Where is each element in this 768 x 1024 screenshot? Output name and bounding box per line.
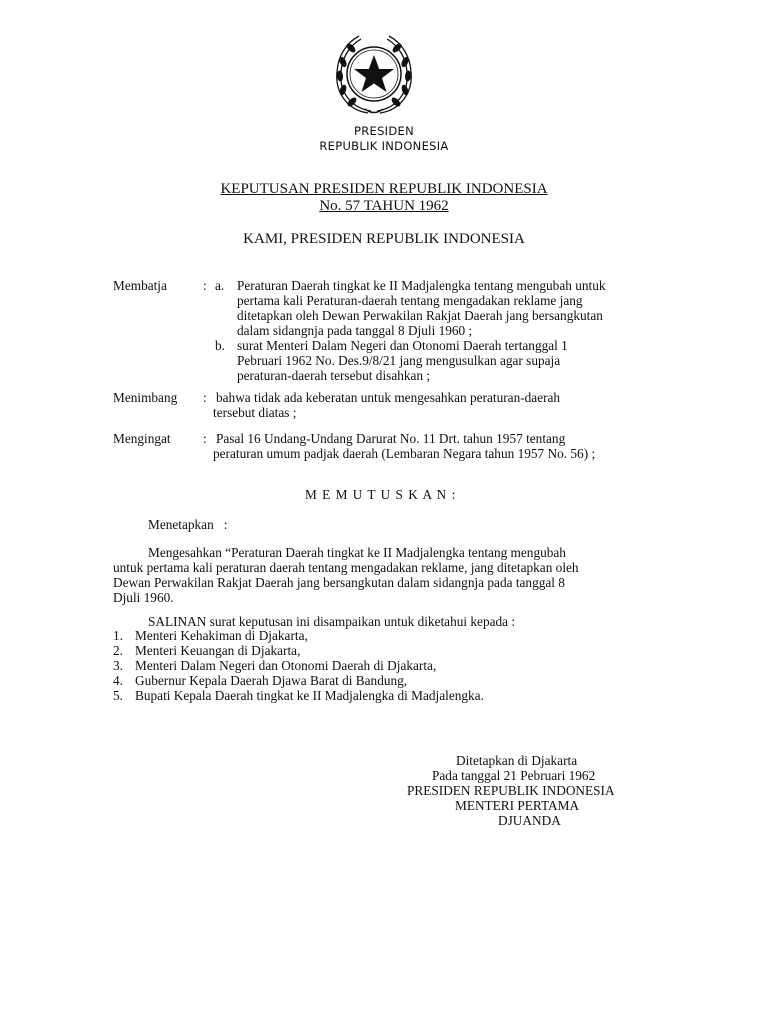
mengesahkan-line: Mengesahkan “Peraturan Daerah tingkat ke II Madjalengka tentang mengubah xyxy=(148,545,566,560)
mengingat-colon: : xyxy=(203,431,207,446)
membatja-a-line: dalam sidangnja pada tanggal 8 Djuli 1960 ; xyxy=(237,323,473,338)
menetapkan-label: Menetapkan : xyxy=(148,517,228,532)
membatja-b-line: surat Menteri Dalam Negeri dan Otonomi Daerah tertanggal 1 xyxy=(237,338,568,353)
header-republik: REPUBLIK INDONESIA xyxy=(319,139,449,153)
salinan-item-number: 2. xyxy=(113,643,123,658)
decree-title-text: KEPUTUSAN PRESIDEN REPUBLIK INDONESIA xyxy=(220,181,548,197)
salinan-item-number: 5. xyxy=(113,688,123,703)
membatja-b-marker: b. xyxy=(215,338,225,353)
membatja-a-line: Peraturan Daerah tingkat ke II Madjalengka tentang mengubah untuk xyxy=(237,278,606,293)
signature-name: DJUANDA xyxy=(498,813,561,828)
membatja-a-marker: a. xyxy=(215,278,225,293)
membatja-a-line: pertama kali Peraturan-daerah tentang mengadakan reklame jang xyxy=(237,293,583,308)
decree-preamble: KAMI, PRESIDEN REPUBLIK INDONESIA xyxy=(243,231,525,247)
mengingat-line: Pasal 16 Undang-Undang Darurat No. 11 Drt. tahun 1957 tentang xyxy=(216,431,566,446)
signature-office: PRESIDEN REPUBLIK INDONESIA xyxy=(407,783,615,798)
signature-date: Pada tanggal 21 Pebruari 1962 xyxy=(432,768,596,783)
memutuskan-heading: M E M U T U S K A N : xyxy=(305,487,457,502)
salinan-item-number: 4. xyxy=(113,673,123,688)
membatja-b-line: Pebruari 1962 No. Des.9/8/21 jang mengusulkan agar supaja xyxy=(237,353,561,368)
menimbang-line: tersebut diatas ; xyxy=(213,405,297,420)
signature-place: Ditetapkan di Djakarta xyxy=(456,753,578,768)
membatja-colon: : xyxy=(203,278,207,293)
salinan-item-text: Menteri Kehakiman di Djakarta, xyxy=(135,628,308,643)
menimbang-line: bahwa tidak ada keberatan untuk mengesahkan peraturan-daerah xyxy=(216,390,561,405)
salinan-item-text: Menteri Dalam Negeri dan Otonomi Daerah di Djakarta, xyxy=(135,658,437,673)
mengesahkan-line: Djuli 1960. xyxy=(113,590,174,605)
decree-number-text: No. 57 TAHUN 1962 xyxy=(319,198,449,214)
membatja-a-line: ditetapkan oleh Dewan Perwakilan Rakjat Daerah jang bersangkutan xyxy=(237,308,603,323)
salinan-item-number: 1. xyxy=(113,628,123,643)
mengesahkan-line: untuk pertama kali peraturan daerah tentang mengadakan reklame, jang ditetapkan oleh xyxy=(113,560,579,575)
membatja-b-line: peraturan-daerah tersebut disahkan ; xyxy=(237,368,431,383)
menimbang-colon: : xyxy=(203,390,207,405)
signature-role: MENTERI PERTAMA xyxy=(455,798,580,813)
membatja-label: Membatja xyxy=(113,278,167,293)
salinan-item-number: 3. xyxy=(113,658,123,673)
presidential-seal-icon xyxy=(335,34,413,116)
decree-number xyxy=(0,198,768,215)
salinan-item-text: Menteri Keuangan di Djakarta, xyxy=(135,643,301,658)
mengesahkan-line: Dewan Perwakilan Rakjat Daerah jang bersangkutan dalam sidangnja pada tanggal 8 xyxy=(113,575,565,590)
mengingat-line: peraturan umum padjak daerah (Lembaran Negara tahun 1957 No. 56) ; xyxy=(213,446,596,461)
salinan-item-text: Bupati Kepala Daerah tingkat ke II Madjalengka di Madjalengka. xyxy=(135,688,484,703)
menimbang-label: Menimbang xyxy=(113,390,178,405)
salinan-intro: SALINAN surat keputusan ini disampaikan untuk diketahui kepada : xyxy=(148,614,516,629)
salinan-item-text: Gubernur Kepala Daerah Djawa Barat di Bandung, xyxy=(135,673,408,688)
mengingat-label: Mengingat xyxy=(113,431,171,446)
header-presiden: PRESIDEN xyxy=(353,124,414,138)
decree-title xyxy=(0,181,768,198)
